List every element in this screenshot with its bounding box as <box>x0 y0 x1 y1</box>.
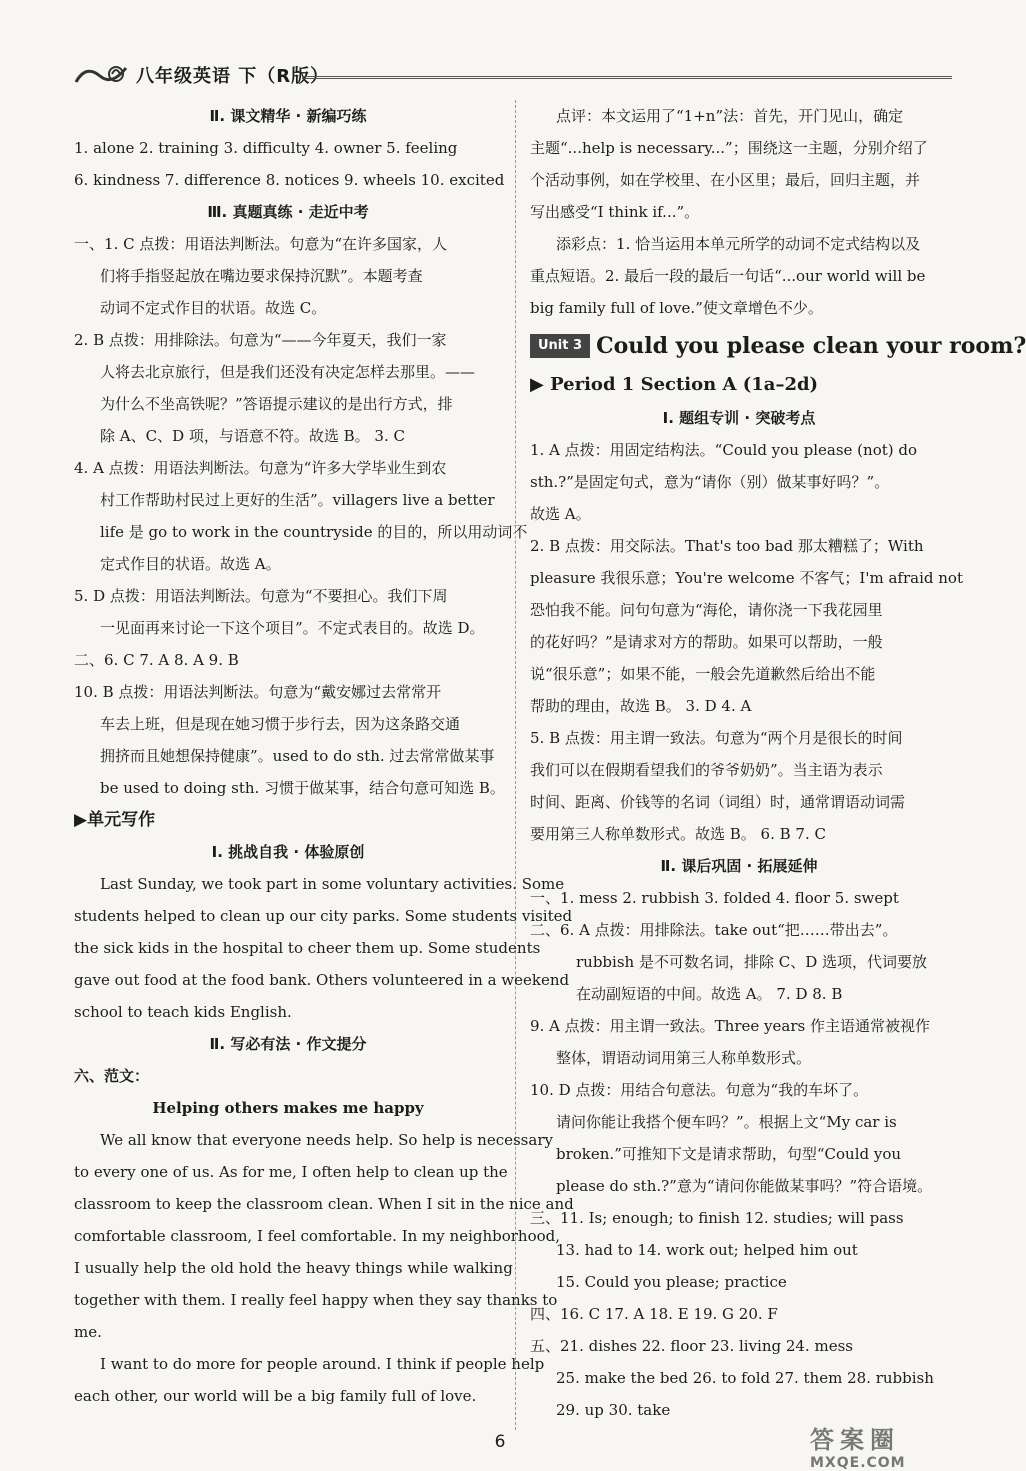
essay-title: Helping others makes me happy <box>152 1099 424 1117</box>
essay-line: the sick kids in the hospital to cheer them up. Some students <box>74 939 541 957</box>
answer-line: 为什么不坐高铁呢？”答语提示建议的是出行方式，排 <box>100 395 453 413</box>
answer-line: 五、21. dishes 22. floor 23. living 24. mess <box>530 1337 853 1355</box>
essay-line: gave out food at the food bank. Others volunteered in a weekend <box>74 971 570 989</box>
answer-line: 车去上班，但是现在她习惯于步行去，因为这条路交通 <box>100 715 461 733</box>
essay-line: school to teach kids English. <box>74 1003 292 1021</box>
essay-line: Last Sunday, we took part in some voluntary activities. Some <box>100 875 565 893</box>
answer-line: 整体，谓语动词用第三人称单数形式。 <box>556 1049 812 1067</box>
answer-line: 拥挤而且她想保持健康”。used to do sth. 过去常常做某事 <box>100 747 495 765</box>
sample-label: 六、范文： <box>74 1067 150 1085</box>
answer-line: please do sth.?”意为“请问你能做某事吗？”符合语境。 <box>556 1177 933 1195</box>
answer-line: 9. A 点拨：用主谓一致法。Three years 作主语通常被视作 <box>530 1017 930 1035</box>
answer-line: 1. alone 2. training 3. difficulty 4. owner 5. feeling <box>74 139 458 157</box>
answer-line: 一、1. mess 2. rubbish 3. folded 4. floor 5. swept <box>530 889 899 907</box>
answer-line: 15. Could you please; practice <box>556 1273 787 1291</box>
answer-line: 4. A 点拨：用语法判断法。句意为“许多大学毕业生到农 <box>74 459 447 477</box>
answer-line: 说“很乐意”；如果不能，一般会先道歉然后给出不能 <box>530 665 876 683</box>
answer-line: 三、11. Is; enough; to finish 12. studies; will pass <box>530 1209 904 1227</box>
answer-line: 25. make the bed 26. to fold 27. them 28. rubbish <box>556 1369 934 1387</box>
answer-line: pleasure 我很乐意；You're welcome 不客气；I'm afraid not <box>530 569 963 587</box>
watermark-cn: 答案圈 <box>810 1426 900 1454</box>
answer-line: life 是 go to work in the countryside 的目的，所以用动词不 <box>100 523 528 541</box>
answer-line: 2. B 点拨：用排除法。句意为“——今年夏天，我们一家 <box>74 331 447 349</box>
header-rule <box>302 76 952 79</box>
answer-line: 们将手指竖起放在嘴边要求保持沉默”。本题考查 <box>100 267 423 285</box>
essay-line: comfortable classroom, I feel comfortable. In my neighborhood, <box>74 1227 561 1245</box>
answer-line: 29. up 30. take <box>556 1401 671 1419</box>
answer-line: broken.”可推知下文是请求帮助，句型“Could you <box>556 1145 902 1163</box>
watermark-badge <box>810 1420 960 1471</box>
essay-line: together with them. I really feel happy when they say thanks to <box>74 1291 558 1309</box>
answer-line: 的花好吗？”是请求对方的帮助。如果可以帮助，一般 <box>530 633 883 651</box>
answer-line: 1. A 点拨：用固定结构法。“Could you please (not) do <box>530 441 918 459</box>
answer-line: 恐怕我不能。问句句意为“海伦，请你浇一下我花园里 <box>530 601 883 619</box>
answer-line: 二、6. C 7. A 8. A 9. B <box>74 651 239 669</box>
comment-line: 重点短语。2. 最后一段的最后一句话“...our world will be <box>530 267 926 285</box>
answer-line: 故选 A。 <box>530 505 591 523</box>
answer-line: 2. B 点拨：用交际法。That's too bad 那太糟糕了；With <box>530 537 924 555</box>
answer-line: 请问你能让我搭个便车吗？”。根据上文“My car is <box>556 1113 897 1131</box>
answer-line: 6. kindness 7. difference 8. notices 9. wheels 10. excited <box>74 171 505 189</box>
unit-title: Could you please clean your room? <box>596 333 1026 359</box>
answer-line: 二、6. A 点拨：用排除法。take out“把……带出去”。 <box>530 921 898 939</box>
answer-line: 人将去北京旅行，但是我们还没有决定怎样去那里。—— <box>100 363 476 381</box>
book-title: 八年级英语 下（R版） <box>136 66 330 87</box>
answer-line: 除 A、C、D 项，与语意不符。故选 B。 3. C <box>100 427 405 445</box>
comment-line: 写出感受“I think if...”。 <box>530 203 700 221</box>
essay-line: each other, our world will be a big family full of love. <box>74 1387 477 1405</box>
answer-line: 13. had to 14. work out; helped him out <box>556 1241 858 1259</box>
answer-line: 时间、距离、价钱等的名词（词组）时，通常谓语动词需 <box>530 793 906 811</box>
section-title: Ⅱ. 课后巩固 · 拓展延伸 <box>660 857 818 875</box>
answer-line: 一、1. C 点拨：用语法判断法。句意为“在许多国家，人 <box>74 235 447 253</box>
section-title: Ⅲ. 真题真练 · 走近中考 <box>207 203 369 221</box>
book-logo-icon <box>72 62 130 88</box>
comment-line: 个活动事例，如在学校里、在小区里；最后，回归主题，并 <box>530 171 921 189</box>
section-title: Ⅰ. 题组专训 · 突破考点 <box>662 409 816 427</box>
unit-heading <box>530 324 1026 368</box>
essay-line: to every one of us. As for me, I often help to clean up the <box>74 1163 508 1181</box>
answer-line: 5. D 点拨：用语法判断法。句意为“不要担心。我们下周 <box>74 587 448 605</box>
section-title: Ⅰ. 挑战自我 · 体验原创 <box>211 843 365 861</box>
answer-line: 10. B 点拨：用语法判断法。句意为“戴安娜过去常常开 <box>74 683 442 701</box>
answer-line: 村工作帮助村民过上更好的生活”。villagers live a better <box>100 491 495 509</box>
answer-line: 5. B 点拨：用主谓一致法。句意为“两个月是很长的时间 <box>530 729 903 747</box>
comment-line: 添彩点：1. 恰当运用本单元所学的动词不定式结构以及 <box>556 235 921 253</box>
watermark-url: MXQE.COM <box>810 1455 906 1471</box>
answer-line: 四、16. C 17. A 18. E 19. G 20. F <box>530 1305 778 1323</box>
essay-line: students helped to clean up our city parks. Some students visited <box>74 907 573 925</box>
section-title: Ⅱ. 写必有法 · 作文提分 <box>209 1035 367 1053</box>
answer-line: 一见面再来讨论一下这个项目”。不定式表目的。故选 D。 <box>100 619 485 637</box>
page-header <box>72 58 952 92</box>
answer-line: 帮助的理由，故选 B。 3. D 4. A <box>530 697 752 715</box>
unit-badge: Unit 3 <box>530 334 590 358</box>
answer-line: be used to doing sth. 习惯于做某事，结合句意可知选 B。 <box>100 779 505 797</box>
section-title: Ⅱ. 课文精华 · 新编巧练 <box>209 107 367 125</box>
essay-line: me. <box>74 1323 102 1341</box>
comment-line: 点评：本文运用了“1+n”法：首先，开门见山，确定 <box>556 107 904 125</box>
answer-line: 要用第三人称单数形式。故选 B。 6. B 7. C <box>530 825 826 843</box>
writing-heading: ▶单元写作 <box>74 810 156 830</box>
answer-line: rubbish 是不可数名词，排除 C、D 选项，代词要放 <box>576 953 928 971</box>
right-column <box>530 100 1026 1426</box>
answer-line: 10. D 点拨：用结合句意法。句意为“我的车坏了。 <box>530 1081 869 1099</box>
answer-line: sth.?”是固定句式，意为“请你（别）做某事好吗？”。 <box>530 473 890 491</box>
essay-line: We all know that everyone needs help. So help is necessary <box>100 1131 553 1149</box>
period-heading: ▶ Period 1 Section A (1a–2d) <box>530 374 819 395</box>
answer-line: 我们可以在假期看望我们的爷爷奶奶”。当主语为表示 <box>530 761 883 779</box>
comment-line: 主题“...help is necessary...”；围绕这一主题，分别介绍了 <box>530 139 928 157</box>
essay-line: I want to do more for people around. I think if people help <box>100 1355 545 1373</box>
answer-line: 动词不定式作目的状语。故选 C。 <box>100 299 327 317</box>
essay-line: I usually help the old hold the heavy things while walking <box>74 1259 513 1277</box>
page-number: 6 <box>494 1432 506 1452</box>
answer-line: 定式作目的状语。故选 A。 <box>100 555 281 573</box>
essay-line: classroom to keep the classroom clean. When I sit in the nice and <box>74 1195 574 1213</box>
comment-line: big family full of love.”使文章增色不少。 <box>530 299 823 317</box>
answer-line: 在动副短语的中间。故选 A。 7. D 8. B <box>576 985 843 1003</box>
